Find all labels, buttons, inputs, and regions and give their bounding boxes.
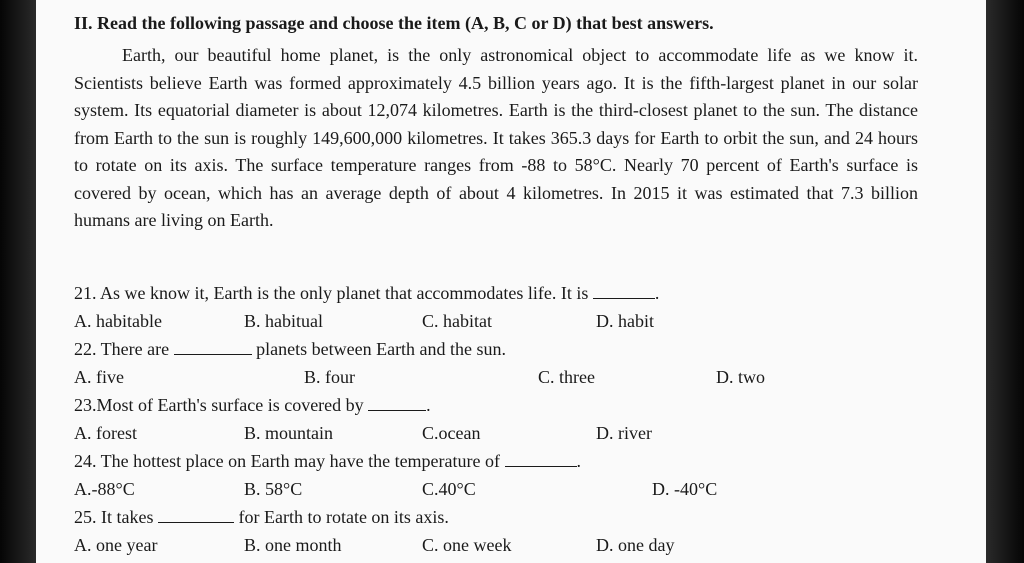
question-25-stem-end: for Earth to rotate on its axis. xyxy=(233,507,449,527)
question-24-option-b[interactable]: B. 58°C xyxy=(244,479,303,499)
question-23-option-c[interactable]: C.ocean xyxy=(422,423,481,443)
question-23-stem-start: 23.Most of Earth's surface is covered by xyxy=(74,395,369,415)
question-22 xyxy=(74,339,506,360)
question-25-option-a[interactable]: A. one year xyxy=(74,535,158,555)
question-25-stem-start: 25. It takes xyxy=(74,507,158,527)
question-24-option-d[interactable]: D. -40°C xyxy=(652,479,718,499)
question-23-blank xyxy=(368,395,426,411)
question-22-stem-start: 22. There are xyxy=(74,339,174,359)
question-22-option-c[interactable]: C. three xyxy=(538,367,595,387)
question-25-option-c[interactable]: C. one week xyxy=(422,535,512,555)
question-21-option-d[interactable]: D. habit xyxy=(596,311,654,331)
question-24-stem-end: . xyxy=(576,451,582,471)
question-25-blank xyxy=(158,507,234,523)
worksheet-page xyxy=(36,0,986,563)
question-22-option-b[interactable]: B. four xyxy=(304,367,355,387)
question-24-option-a[interactable]: A.-88°C xyxy=(74,479,135,499)
left-dark-edge xyxy=(0,0,36,563)
question-21-option-c[interactable]: C. habitat xyxy=(422,311,492,331)
question-21 xyxy=(74,283,659,304)
question-23-stem-end: . xyxy=(426,395,431,415)
reading-passage: Earth, our beautiful home planet, is the only astronomical object to accommodate life as we know it. Scientists believe Earth was formed approximately 4.5 billion years ago. It is the fifth-largest planet in our solar system. Its equatorial diameter is about 12,074 kilometres. Earth is the third-closest planet to the sun. The distance from Earth to the sun is roughly 149,600,000 kilometres. It takes 365.3 days for Earth to orbit the sun, and 24 hours to rotate on its axis. The surface temperature ranges from -88 to 58°C. Nearly 70 percent of Earth's surface is covered by ocean, which has an average depth of about 4 kilometres. In 2015 it was estimated that 7.3 billion humans are living on Earth. xyxy=(74,45,918,230)
question-22-stem-end: planets between Earth and the sun. xyxy=(251,339,507,359)
question-21-stem-start: 21. As we know it, Earth is the only planet that accommodates life. It is xyxy=(74,283,593,303)
question-23-option-d[interactable]: D. river xyxy=(596,423,652,443)
question-22-blank xyxy=(174,339,252,355)
question-21-option-b[interactable]: B. habitual xyxy=(244,311,323,331)
question-21-blank xyxy=(593,283,655,299)
question-23-option-a[interactable]: A. forest xyxy=(74,423,137,443)
question-25-option-b[interactable]: B. one month xyxy=(244,535,342,555)
question-21-option-a[interactable]: A. habitable xyxy=(74,311,162,331)
right-dark-edge xyxy=(986,0,1024,563)
question-24-stem-start: 24. The hottest place on Earth may have the temperature of xyxy=(74,451,505,471)
question-22-option-d[interactable]: D. two xyxy=(716,367,765,387)
question-23 xyxy=(74,395,431,416)
question-25 xyxy=(74,507,449,528)
question-24-blank xyxy=(505,451,577,467)
section-heading: II. Read the following passage and choose the item (A, B, C or D) that best answers. xyxy=(74,13,714,33)
question-24 xyxy=(74,451,581,472)
question-23-option-b[interactable]: B. mountain xyxy=(244,423,333,443)
question-21-stem-end: . xyxy=(654,283,660,303)
question-25-option-d[interactable]: D. one day xyxy=(596,535,675,555)
question-24-option-c[interactable]: C.40°C xyxy=(422,479,476,499)
question-22-option-a[interactable]: A. five xyxy=(74,367,124,387)
